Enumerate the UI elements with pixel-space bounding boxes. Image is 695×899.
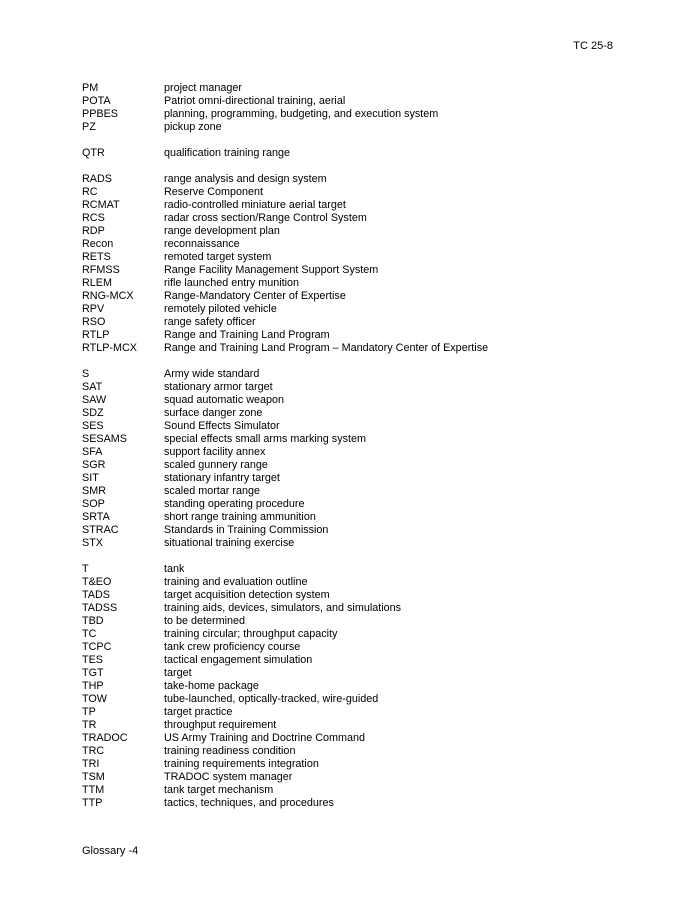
glossary-term: TSM	[82, 771, 105, 783]
glossary-definition: qualification training range	[164, 147, 291, 159]
glossary-entry	[82, 706, 642, 719]
glossary-entry	[82, 238, 642, 251]
glossary-definition: Army wide standard	[164, 368, 260, 380]
glossary-term: PZ	[82, 121, 96, 133]
glossary-entry	[82, 420, 642, 433]
glossary-term: TES	[82, 654, 103, 666]
glossary-term: SGR	[82, 459, 106, 471]
glossary-definition: stationary armor target	[164, 381, 273, 393]
glossary-definition: take-home package	[164, 680, 259, 692]
glossary-entry	[82, 212, 642, 225]
glossary-term: RTLP-MCX	[82, 342, 137, 354]
glossary-entry	[82, 225, 642, 238]
glossary-entry	[82, 303, 642, 316]
glossary-entry	[82, 732, 642, 745]
glossary-definition: radar cross section/Range Control System	[164, 212, 367, 224]
glossary-definition: squad automatic weapon	[164, 394, 285, 406]
glossary-entry	[82, 381, 642, 394]
glossary-definition: range development plan	[164, 225, 280, 237]
glossary-term: RETS	[82, 251, 111, 263]
glossary-term: TTM	[82, 784, 105, 796]
glossary-term: TGT	[82, 667, 104, 679]
glossary-definition: target practice	[164, 706, 233, 718]
glossary-entry	[82, 290, 642, 303]
glossary-term: RFMSS	[82, 264, 120, 276]
glossary-definition: Patriot omni-directional training, aerial	[164, 95, 346, 107]
glossary-entry	[82, 316, 642, 329]
glossary-term: TADSS	[82, 602, 118, 614]
glossary-term: QTR	[82, 147, 105, 159]
glossary-definition: tank	[164, 563, 185, 575]
glossary-definition: training readiness condition	[164, 745, 296, 757]
glossary-entry	[82, 537, 642, 550]
glossary-term: PPBES	[82, 108, 119, 120]
glossary-group	[82, 147, 642, 160]
glossary-term: SAW	[82, 394, 107, 406]
glossary-term: TRI	[82, 758, 100, 770]
glossary-entry	[82, 719, 642, 732]
glossary-definition: scaled gunnery range	[164, 459, 268, 471]
glossary-term: SOP	[82, 498, 105, 510]
glossary-term: TRADOC	[82, 732, 128, 744]
glossary-definition: remotely piloted vehicle	[164, 303, 277, 315]
glossary-definition: pickup zone	[164, 121, 222, 133]
glossary-entry	[82, 758, 642, 771]
glossary-entry	[82, 472, 642, 485]
glossary-term: RSO	[82, 316, 106, 328]
glossary-definition: Reserve Component	[164, 186, 264, 198]
glossary-definition: TRADOC system manager	[164, 771, 293, 783]
glossary-entry	[82, 485, 642, 498]
glossary-term: RCMAT	[82, 199, 120, 211]
glossary-term: TRC	[82, 745, 105, 757]
glossary-definition: tube-launched, optically-tracked, wire-guided	[164, 693, 379, 705]
glossary-definition: tactics, techniques, and procedures	[164, 797, 334, 809]
glossary-definition: tactical engagement simulation	[164, 654, 313, 666]
glossary-definition: training aids, devices, simulators, and simulations	[164, 602, 402, 614]
glossary-entry	[82, 524, 642, 537]
glossary-entry	[82, 641, 642, 654]
glossary-term: STRAC	[82, 524, 119, 536]
glossary-definition: target	[164, 667, 192, 679]
glossary-term: STX	[82, 537, 103, 549]
glossary-definition: tank crew proficiency course	[164, 641, 301, 653]
glossary-entry	[82, 446, 642, 459]
glossary-entry	[82, 589, 642, 602]
glossary-entry	[82, 797, 642, 810]
glossary-entry	[82, 771, 642, 784]
glossary-entry	[82, 784, 642, 797]
glossary-term: TC	[82, 628, 97, 640]
glossary-definition: stationary infantry target	[164, 472, 280, 484]
glossary-definition: Range-Mandatory Center of Expertise	[164, 290, 346, 302]
glossary-definition: planning, programming, budgeting, and execution system	[164, 108, 439, 120]
glossary-entry	[82, 433, 642, 446]
glossary-entry	[82, 147, 642, 160]
glossary-term: TADS	[82, 589, 110, 601]
glossary-term: RADS	[82, 173, 112, 185]
glossary-entry	[82, 251, 642, 264]
glossary-term: SRTA	[82, 511, 110, 523]
glossary-definition: short range training ammunition	[164, 511, 316, 523]
glossary-term: SAT	[82, 381, 103, 393]
glossary-entry	[82, 667, 642, 680]
glossary-definition: Standards in Training Commission	[164, 524, 329, 536]
glossary-definition: Sound Effects Simulator	[164, 420, 280, 432]
glossary-entry	[82, 186, 642, 199]
glossary-definition: situational training exercise	[164, 537, 295, 549]
glossary-definition: training requirements integration	[164, 758, 319, 770]
glossary-definition: scaled mortar range	[164, 485, 261, 497]
glossary-definition: radio-controlled miniature aerial target	[164, 199, 346, 211]
glossary-entry	[82, 680, 642, 693]
glossary-term: PM	[82, 82, 99, 94]
glossary-definition: to be determined	[164, 615, 246, 627]
glossary-definition: range safety officer	[164, 316, 256, 328]
page-label: Glossary -4	[82, 845, 139, 857]
glossary-term: T&EO	[82, 576, 112, 588]
glossary-definition: project manager	[164, 82, 243, 94]
glossary-definition: surface danger zone	[164, 407, 263, 419]
glossary-definition: target acquisition detection system	[164, 589, 330, 601]
glossary-entry	[82, 459, 642, 472]
glossary-term: RLEM	[82, 277, 112, 289]
glossary-term: SFA	[82, 446, 103, 458]
glossary-term: TTP	[82, 797, 103, 809]
glossary-definition: rifle launched entry munition	[164, 277, 300, 289]
glossary-definition: range analysis and design system	[164, 173, 327, 185]
glossary-definition: US Army Training and Doctrine Command	[164, 732, 366, 744]
glossary-term: RDP	[82, 225, 105, 237]
glossary-entry	[82, 602, 642, 615]
glossary-term: RC	[82, 186, 98, 198]
glossary-entry	[82, 108, 642, 121]
glossary-definition: support facility annex	[164, 446, 266, 458]
glossary-entry	[82, 121, 642, 134]
glossary-entry	[82, 576, 642, 589]
glossary-group	[82, 368, 642, 550]
glossary-term: TCPC	[82, 641, 112, 653]
glossary-entry	[82, 498, 642, 511]
glossary-term: RPV	[82, 303, 105, 315]
glossary-entry	[82, 277, 642, 290]
glossary-group	[82, 173, 642, 355]
glossary-definition: standing operating procedure	[164, 498, 305, 510]
glossary-definition: Range and Training Land Program – Mandatory Center of Expertise	[164, 342, 489, 354]
glossary-term: POTA	[82, 95, 111, 107]
glossary-definition: training and evaluation outline	[164, 576, 308, 588]
glossary-definition: Range and Training Land Program	[164, 329, 330, 341]
glossary-definition: remoted target system	[164, 251, 272, 263]
document-id: TC 25-8	[573, 40, 613, 52]
glossary-entry	[82, 394, 642, 407]
glossary-entry	[82, 654, 642, 667]
glossary-term: SIT	[82, 472, 99, 484]
glossary-term: SMR	[82, 485, 106, 497]
glossary-term: T	[82, 563, 89, 575]
glossary-term: RTLP	[82, 329, 110, 341]
glossary-entry	[82, 264, 642, 277]
glossary-term: SDZ	[82, 407, 104, 419]
glossary-entry	[82, 615, 642, 628]
glossary-entry	[82, 511, 642, 524]
glossary-group	[82, 563, 642, 810]
glossary-term: RNG-MCX	[82, 290, 134, 302]
glossary-entry	[82, 693, 642, 706]
glossary-term: RCS	[82, 212, 105, 224]
glossary-term: TOW	[82, 693, 107, 705]
glossary-definition: throughput requirement	[164, 719, 277, 731]
glossary-term: TR	[82, 719, 97, 731]
glossary-definition: training circular; throughput capacity	[164, 628, 338, 640]
glossary-term: S	[82, 368, 90, 380]
glossary-entry	[82, 407, 642, 420]
glossary-entry	[82, 342, 642, 355]
glossary-term: TP	[82, 706, 96, 718]
glossary-term: SES	[82, 420, 104, 432]
glossary-definition: Range Facility Management Support System	[164, 264, 379, 276]
glossary-definition: tank target mechanism	[164, 784, 274, 796]
glossary-term: THP	[82, 680, 104, 692]
glossary-entry	[82, 628, 642, 641]
glossary-entry	[82, 368, 642, 381]
glossary-entry	[82, 199, 642, 212]
glossary-list	[82, 82, 642, 823]
glossary-entry	[82, 745, 642, 758]
glossary-term: SESAMS	[82, 433, 128, 445]
glossary-definition: special effects small arms marking system	[164, 433, 366, 445]
glossary-group	[82, 82, 642, 134]
glossary-entry	[82, 329, 642, 342]
glossary-definition: reconnaissance	[164, 238, 240, 250]
glossary-entry	[82, 95, 642, 108]
glossary-entry	[82, 173, 642, 186]
glossary-term: Recon	[82, 238, 114, 250]
glossary-entry	[82, 82, 642, 95]
glossary-term: TBD	[82, 615, 104, 627]
glossary-entry	[82, 563, 642, 576]
